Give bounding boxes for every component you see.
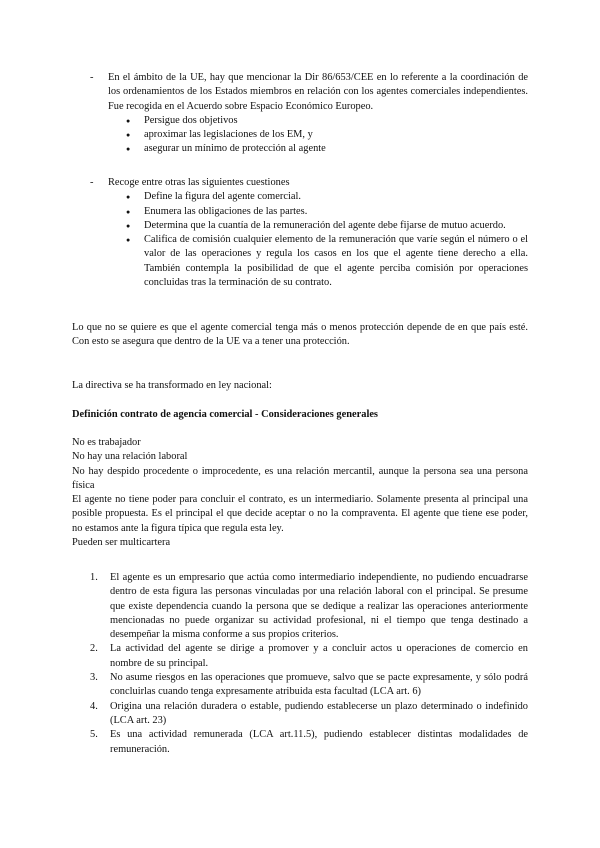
item-number: 1. — [90, 572, 98, 583]
paragraph-protection: Lo que no se quiere es que el agente comercial tenga más o menos protección depende de en que país esté. Con esto se asegura que dentro de la UE va a tener una protección. — [72, 322, 528, 348]
text-line: El agente no tiene poder para concluir el contrato, es un intermediario. Solamente presenta al principal una posible propuesta. Es el principal el que decide aceptar o no la compraventa. El agente que tiene ese poder, no estamos ante la figura típica que regula esta ley. — [72, 494, 528, 534]
text-line: No hay despido procedente o improcedente, es una relación mercantil, aunque la persona sea una persona física — [72, 465, 528, 491]
bullet-item: ● Determina que la cuantía de la remuneración del agente debe fijarse de mutuo acuerdo. — [126, 219, 528, 233]
item-text: Es una actividad remunerada (LCA art.11.5), pudiendo establecer distintas modalidades de remuneración. — [110, 729, 528, 755]
text-line: Pueden ser multicartera — [72, 537, 171, 549]
dash-item-issues — [90, 176, 528, 290]
dash-item-eu-directive — [90, 71, 528, 157]
item-text: El agente es un empresario que actúa como intermediario independiente, no pudiendo encuadrarse dentro de esta figura las personas vinculadas por una relación laboral con el principal. Se presume que existe dependencia cuando la persona que se dedique a realizar las operaciones anteriormente mencionadas no puede organizar su actividad profesional, ni el tiempo que tenga destinado a desempeñar la misma conforme a sus propios criterios. — [110, 572, 528, 641]
bullet-item: ● Califica de comisión cualquier elemento de la remuneración que varíe según el número o el valor de las operaciones y regula los casos en los que el agente tiene derecho a ella. También contempla la posibilidad de que el agente perciba comisión por operaciones concluidas tras la terminación de su contrato. — [126, 233, 528, 290]
dash-item-text: Recoge entre otras las siguientes cuestiones — [108, 177, 290, 188]
numbered-item — [90, 700, 528, 729]
numbered-list — [90, 571, 528, 757]
item-number: 4. — [90, 700, 98, 712]
bullet-item: ● asegurar un mínimo de protección al agente — [126, 142, 528, 156]
paragraph-directive: La directiva se ha transformado en ley nacional: — [72, 380, 272, 391]
dash-marker: - — [90, 177, 94, 188]
bullet-item: ● aproximar las legislaciones de los EM, y — [126, 128, 528, 142]
item-text: No asume riesgos en las operaciones que promueve, salvo que se pacte expresamente, y sólo podrá concluirlas cuando tenga expresamente atribuida esta facultad (LCA art. 6) — [110, 672, 528, 698]
bullet-item: ● Enumera las obligaciones de las partes. — [126, 205, 528, 219]
dash-item-text: En el ámbito de la UE, hay que mencionar la Dir 86/653/CEE en lo referente a la coordinación de los ordenamientos de los Estados miembros en relación con los agentes comerciales independientes. Fue recogida en el Acuerdo sobre Espacio Económico Europeo. — [108, 72, 528, 112]
item-text: La actividad del agente se dirige a promover y a concluir actos u operaciones de comercio en nombre de su principal. — [110, 643, 528, 669]
dash-marker: - — [90, 72, 94, 83]
numbered-item — [90, 571, 528, 642]
item-number: 3. — [90, 672, 98, 684]
section-heading: Definición contrato de agencia comercial - Consideraciones generales — [72, 409, 378, 420]
numbered-item — [90, 728, 528, 757]
item-number: 2. — [90, 643, 98, 655]
bullet-list-objectives — [126, 114, 528, 157]
text-line: No hay una relación laboral — [72, 451, 188, 463]
numbered-item — [90, 642, 528, 671]
item-number: 5. — [90, 729, 98, 741]
item-text: Origina una relación duradera o estable, pudiendo establecerse un plazo determinado o indefinido (LCA art. 23) — [110, 700, 528, 726]
bullet-item: ● Persigue dos objetivos — [126, 114, 528, 128]
considerations-block — [72, 436, 528, 550]
numbered-item — [90, 671, 528, 700]
bullet-item: ● Define la figura del agente comercial. — [126, 190, 528, 204]
bullet-list-issues — [126, 190, 528, 290]
text-line: No es trabajador — [72, 437, 141, 448]
